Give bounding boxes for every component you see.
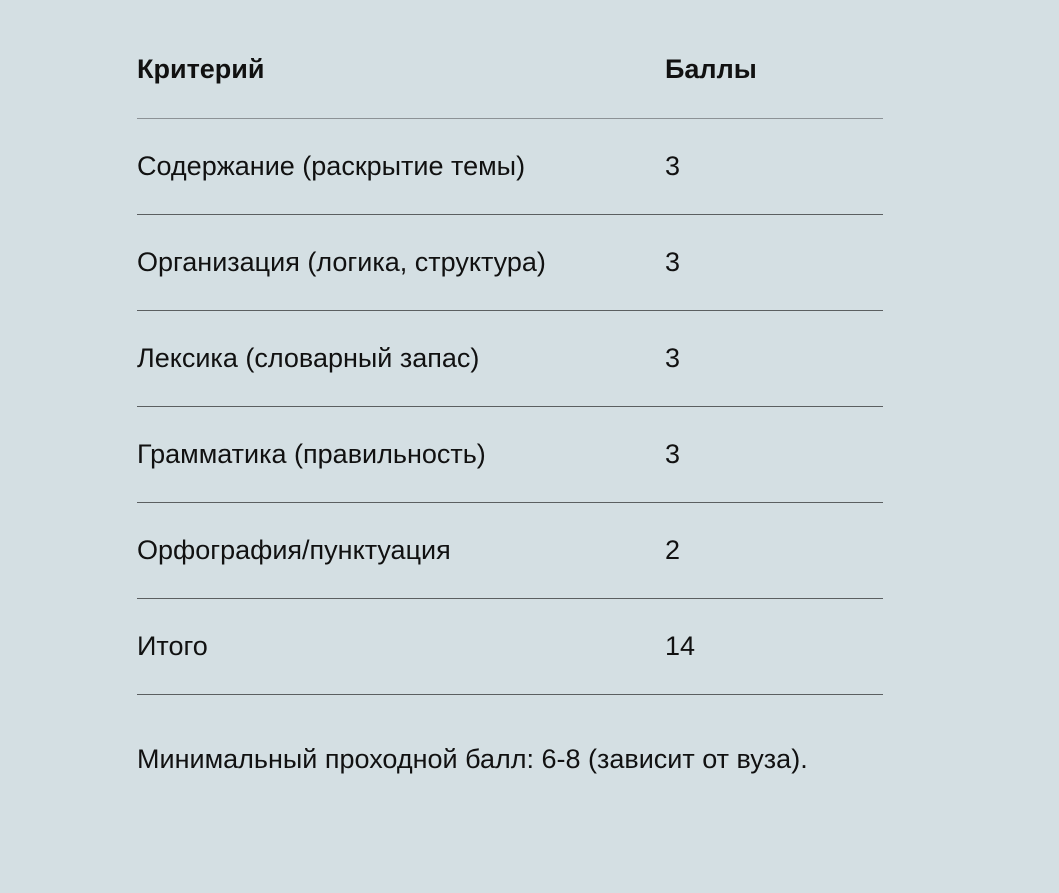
criterion-cell: Итого [137,631,208,661]
score-cell: 2 [665,535,681,565]
criterion-cell: Организация (логика, структура) [137,247,546,277]
criterion-cell: Лексика (словарный запас) [137,343,480,373]
header-criterion: Критерий [137,53,265,84]
criterion-cell: Содержание (раскрытие темы) [137,151,526,181]
score-cell: 14 [665,631,696,661]
criterion-cell: Орфография/пунктуация [137,535,451,565]
table-header-row [137,20,883,119]
table-row [137,311,883,407]
table-row [137,503,883,599]
score-cell: 3 [665,247,681,277]
score-cell: 3 [665,151,681,181]
score-cell: 3 [665,343,681,373]
table-row [137,119,883,215]
score-table [137,20,883,695]
table-row [137,407,883,503]
criterion-cell: Грамматика (правильность) [137,439,486,469]
passing-score-note: Минимальный проходной балл: 6-8 (зависит от вуза). [137,744,808,774]
table-row [137,215,883,311]
score-cell: 3 [665,439,681,469]
table-row-total [137,599,883,695]
header-score: Баллы [665,53,757,84]
